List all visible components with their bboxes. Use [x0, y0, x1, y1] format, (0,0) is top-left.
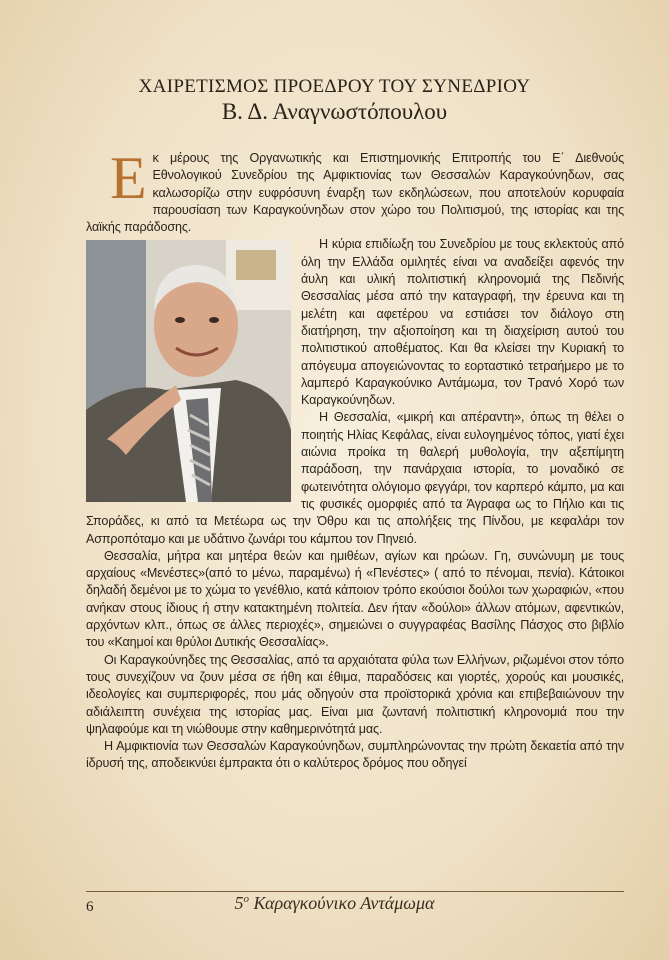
paragraph-4: Θεσσαλία, μήτρα και μητέρα θεών και ημιθέων, αγίων και ηρώων. Γη, συνώνυμη με τους αρχαίους «Μενέστες»(από το μένω, παραμένω) ή «Πενέστες» ( από το πένομαι, πενία). Κάτοικοι δηλαδή δεμένοι με το χώμα το γενέθλιο, κατά κάποιον τρόπο εκούσιοι δούλοι των χωραφιών, «που ανήκαν στους ίδιους ή στην κατακτημένη πολιτεία. Δεν ήταν «δούλοι» άλλων ατόμων, αφεντικών, αρχόντων κλπ., όπως σε άλλες περιοχές», σημειώνει ο συγγραφέας Βασίλης Πάσχος στο βιβλίο του «Καημοί και θρύλοι Δυτικής Θεσσαλίας». [86, 548, 624, 650]
footer-divider [86, 891, 624, 892]
footer-title-number: 5 [234, 893, 244, 913]
drop-cap: Ε [110, 145, 147, 211]
page-number: 6 [86, 899, 94, 915]
paragraph-2 [86, 236, 624, 409]
paragraph-6: Η Αμφικτιονία των Θεσσαλών Καραγκούνηδων, συμπληρώνοντας την πρώτη δεκαετία από την ίδρυσή της, αποδεικνύει έμπρακτα ότι ο καλύτερος δρόμος που οδηγεί [86, 739, 624, 771]
paragraph-1 [86, 145, 624, 236]
paragraph-5: Οι Καραγκούνηδες της Θεσσαλίας, από τα αρχαιότατα φύλα των Ελλήνων, ριζωμένοι στον τόπο τους συνεχίζουν να ζουν μέσα σε ήθη και έθιμα, παραδόσεις και γιορτές, χορούς και μουσικές, ιδεολογίες και συμπεριφορές, που μάς οδηγούν στα προϊστορικά χρόνια και επιβεβαιώνουν την αδιάλειπτη συνέχεια της ιστορίας μας. Είναι μια ζωντανή πολιτιστική κληρονομιά που την ψηλαφούμε και τη νιώθουμε στην καθημερινότητά μας. [86, 652, 624, 736]
footer-title-text: Καραγκούνικο Αντάμωμα [249, 893, 435, 913]
running-footer-title [0, 893, 669, 914]
portrait-illustration [86, 240, 291, 502]
footer-title-ordinal: ο [243, 893, 250, 905]
author-name: Β. Δ. Αναγνωστόπουλου [221, 99, 448, 124]
paragraph-2-text: Η κύρια επιδίωξη του Συνεδρίου με τους εκλεκτούς από όλη την Ελλάδα ομιλητές είναι να αναδείξει αφενός την άυλη και υλική πολιτιστική κληρονομιά της Πεδινής Θεσσαλίας μέσα από την καταγραφή, την έρευνα και τη μελέτη και αφετέρου να εστιάσει τον διάλογο στη διατήρηση, την αξιοποίηση και τη διαχείριση αυτού του πολιτιστικού αποθέματος. Και θα κλείσει την Κυριακή το απόγευμα απογειώνοντας το εορταστικό τετραήμερο με το λαμπερό Καραγκούνικο Αντάμωμα, τον Τρανό Χορό των Καραγκούνηδων. [301, 237, 624, 408]
paragraph-3: Η Θεσσαλία, «μικρή και απέραντη», όπως τη θέλει ο ποιητής Ηλίας Κεφάλας, είναι ευλογημένος τόπος, γιατί έχει αιώνια προίκα τη θαλερή μυθολογία, την αξεπίμητη παράδοση, την πανάρχαια ιστορία, το μοναδικό σε φωτεινότητα ολόγιομο φεγγάρι, τον καρπερό κάμπο, μα και τις φυσικές ομορφιές από τα Άγραφα ως το Πήλιο και τις Σποράδες, κι από τα Μετέωρα ως την Όθρυ και τις απολήξεις της Πίνδου, με κεφαλάρι τον Ασπροπόταμο και με υδάτινο ζωνάρι του κάμπου τον Πηνειό. [86, 410, 624, 546]
article-body [86, 145, 624, 773]
paragraph-1-text: κ μέρους της Οργανωτικής και Επιστημονικής Επιτροπής του Ε΄ Διεθνούς Εθνολογικού Συνεδρίου της Αμφικτιονίας των Θεσσαλών Καραγκούνηδων, σας καλωσορίζω στην ευφρόσυνη έναρξη των εκδηλώσεων, που αποτελούν κορυφαία παρουσίαση των Καραγκούνηδων στον χώρο του Πολιτισμού, της ιστορίας και της λαϊκής παράδοσης. [86, 151, 624, 235]
portrait-photo [86, 240, 291, 502]
page-title: ΧΑΙΡΕΤΙΣΜΟΣ ΠΡΟΕΔΡΟΥ ΤΟΥ ΣΥΝΕΔΡΙΟΥ [138, 76, 531, 97]
